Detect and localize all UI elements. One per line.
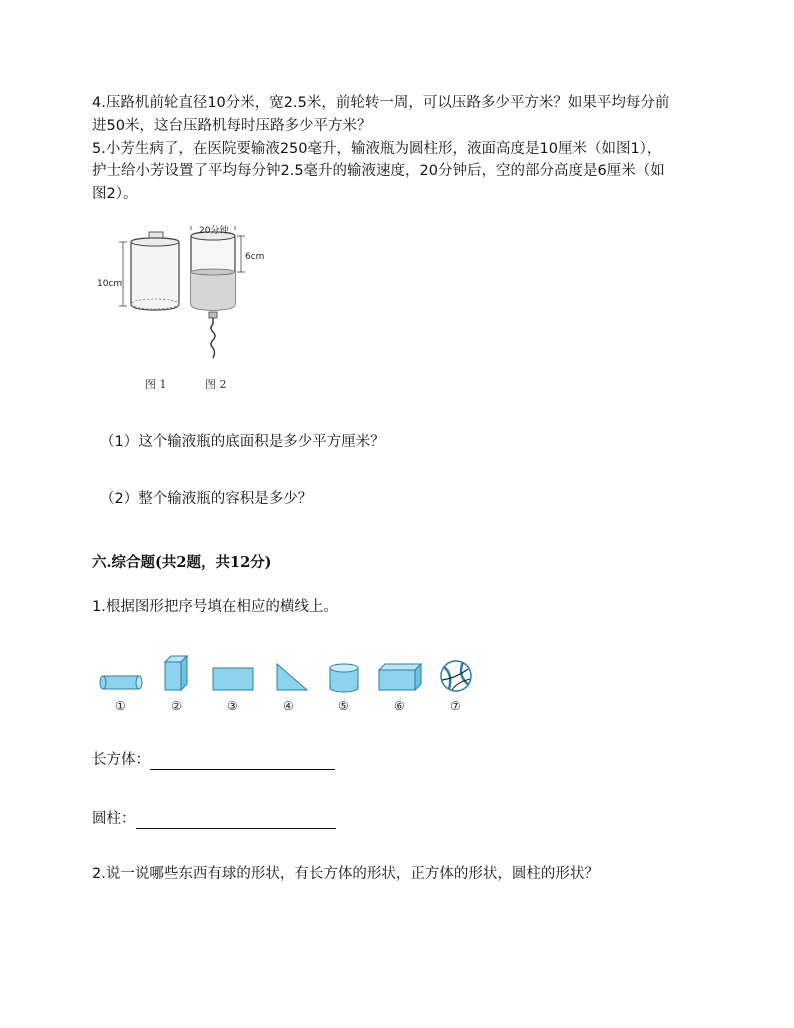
cuboid-label: 长方体： xyxy=(92,752,150,768)
problem5-line2: 护士给小芳设置了平均每分钟2.5毫升的输液速度，20分钟后，空的部分高度是6厘米（如 xyxy=(92,163,665,179)
problem5-line3: 图2）。 xyxy=(92,186,138,202)
shape-number-7: ⑦ xyxy=(450,699,461,713)
shape-cylinder-standing-icon xyxy=(330,664,358,692)
label-10cm: 10cm xyxy=(97,279,123,289)
problem4-line2: 进50米，这台压路机每时压路多少平方米？ xyxy=(92,118,372,134)
cylinder-answer-row xyxy=(92,809,336,829)
cylinder-answer-blank[interactable] xyxy=(136,812,336,829)
shape-triangle-icon xyxy=(277,664,307,690)
bottle-figure2 xyxy=(191,226,245,358)
caption-figure1: 图 1 xyxy=(145,378,167,391)
section6-title: 六.综合题(共2题，共12分) xyxy=(92,554,272,571)
label-20min: 20分钟 xyxy=(199,226,229,236)
shape-number-2: ② xyxy=(171,699,182,713)
cuboid-answer-blank[interactable] xyxy=(150,753,335,770)
shape-cuboid-icon xyxy=(379,664,421,690)
shape-number-5: ⑤ xyxy=(338,699,349,713)
problem5-line1: 5.小芳生病了，在医院要输液250毫升，输液瓶为圆柱形，液面高度是10厘米（如图1）， xyxy=(92,141,662,157)
shape-number-1: ① xyxy=(115,699,126,713)
shape-ball-icon xyxy=(441,661,471,691)
problem5-q1: （1）这个输液瓶的底面积是多少平方厘米？ xyxy=(100,434,385,450)
section6-problem1: 1.根据图形把序号填在相应的横线上。 xyxy=(92,599,338,615)
shapes-row xyxy=(95,650,485,720)
shape-tall-cuboid-icon xyxy=(165,656,187,690)
bottle-figure1 xyxy=(119,232,179,310)
caption-figure2: 图 2 xyxy=(205,378,227,391)
section6-problem2: 2.说一说哪些东西有球的形状，有长方体的形状，正方体的形状，圆柱的形状？ xyxy=(92,866,599,882)
problem4-line1: 4.压路机前轮直径10分米，宽2.5米，前轮转一周，可以压路多少平方米？如果平均每分前 xyxy=(92,95,670,111)
shape-rectangle-icon xyxy=(213,668,253,690)
cuboid-answer-row xyxy=(92,750,335,770)
shape-cylinder-lying-icon xyxy=(100,676,142,689)
shape-number-6: ⑥ xyxy=(394,699,405,713)
shape-number-4: ④ xyxy=(283,699,294,713)
problem5-q2: （2）整个输液瓶的容积是多少？ xyxy=(100,491,313,507)
label-6cm: 6cm xyxy=(245,252,265,262)
iv-bottle-figure xyxy=(95,220,275,400)
shape-number-3: ③ xyxy=(227,699,238,713)
cylinder-label: 圆柱： xyxy=(92,811,136,827)
